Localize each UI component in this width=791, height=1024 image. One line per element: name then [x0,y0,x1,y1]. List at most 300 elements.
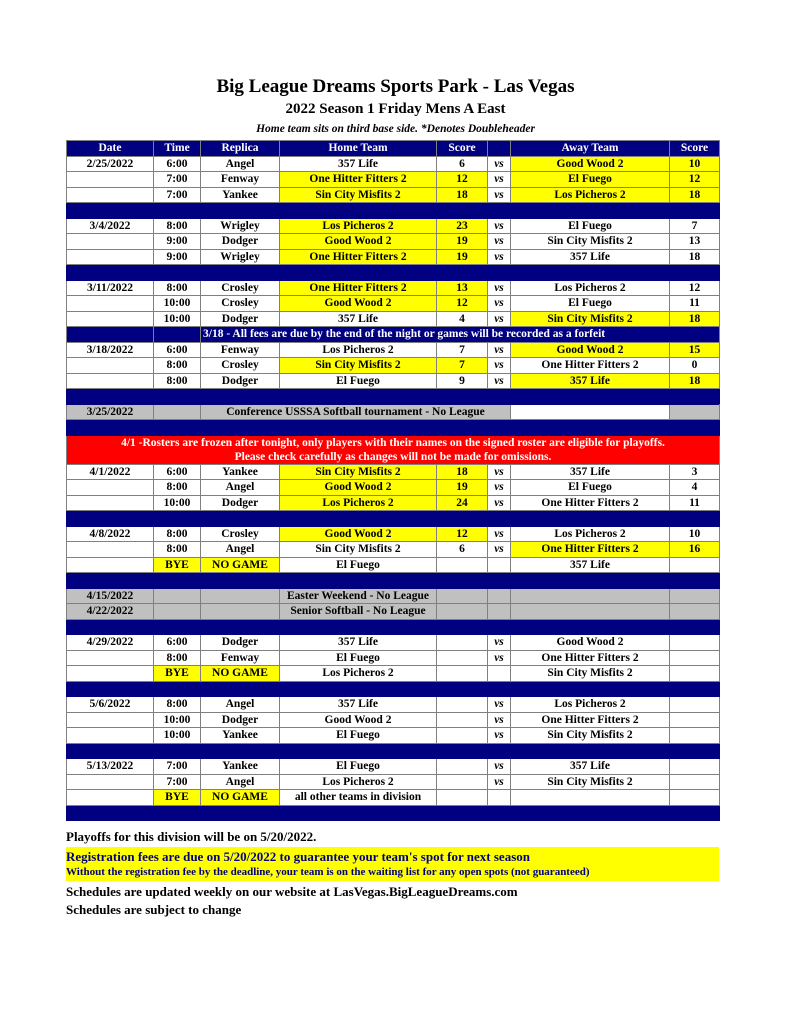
roster-alert-cell [67,435,720,464]
away-team-cell: Sin City Misfits 2 [511,728,670,744]
week-separator [67,511,720,527]
away-score-cell [670,650,720,666]
game-row [67,542,720,558]
home-team-cell: Los Picheros 2 [280,342,437,358]
away-score-cell: 11 [670,296,720,312]
empty-cell [511,604,670,620]
vs-cell: vs [488,156,511,172]
field-cell: Dodger [201,712,280,728]
home-team-cell: Good Wood 2 [280,480,437,496]
roster-alert-row [67,435,720,464]
game-row [67,249,720,265]
website-note: Schedules are updated weekly on our website at LasVegas.BigLeagueDreams.com [66,884,518,899]
time-cell: 6:00 [154,156,201,172]
home-score-cell: 9 [437,373,488,389]
vs-cell: vs [488,249,511,265]
away-score-cell: 18 [670,249,720,265]
home-score-cell: 7 [437,358,488,374]
game-row [67,650,720,666]
home-team-note: Home team sits on third base side. *Denotes Doubleheader [256,123,535,135]
bye-row [67,557,720,573]
empty-cell [670,604,720,620]
separator-cell [67,573,720,589]
week-separator [67,573,720,589]
game-row [67,712,720,728]
away-team-cell: 357 Life [511,373,670,389]
home-team-cell: 357 Life [280,311,437,327]
no-league-row [67,604,720,620]
no-league-text: Conference USSSA Softball tournament - No League [201,404,511,420]
field-cell: Dodger [201,635,280,651]
separator-cell [67,203,720,219]
game-row [67,373,720,389]
roster-alert-line2: Please check carefully as changes will not be made for omissions. [234,450,552,463]
away-score-cell: 15 [670,342,720,358]
separator-cell [67,420,720,436]
home-score-cell: 19 [437,234,488,250]
away-team-cell: El Fuego [511,480,670,496]
field-cell: Wrigley [201,218,280,234]
game-row [67,172,720,188]
empty-cell [670,790,720,806]
vs-cell: vs [488,712,511,728]
vs-cell: vs [488,234,511,250]
home-team-cell: Los Picheros 2 [280,218,437,234]
away-score-cell: 18 [670,373,720,389]
game-row [67,526,720,542]
separator-cell [67,743,720,759]
registration-note: Registration fees are due on 5/20/2022 to guarantee your team's spot for next season [66,849,530,864]
time-cell: 8:00 [154,526,201,542]
time-cell: 10:00 [154,728,201,744]
home-team-cell: Good Wood 2 [280,712,437,728]
date-cell [67,650,154,666]
subject-to-change-note: Schedules are subject to change [66,902,242,917]
time-cell: 8:00 [154,358,201,374]
field-cell: Yankee [201,464,280,480]
col-home-score: Score [437,141,488,157]
away-score-cell [670,759,720,775]
time-cell: 8:00 [154,280,201,296]
date-cell [67,480,154,496]
week-separator [67,420,720,436]
home-team-cell: El Fuego [280,728,437,744]
bye-team: El Fuego [280,557,437,573]
week-separator [67,743,720,759]
time-cell: 6:00 [154,342,201,358]
no-league-row [67,588,720,604]
empty-cell [154,588,201,604]
bye-label: BYE [154,666,201,682]
field-cell: Dodger [201,495,280,511]
home-score-cell: 18 [437,464,488,480]
field-cell: Dodger [201,373,280,389]
home-score-cell: 12 [437,172,488,188]
home-score-cell [437,774,488,790]
vs-cell: vs [488,218,511,234]
vs-cell: vs [488,342,511,358]
home-team-cell: One Hitter Fitters 2 [280,249,437,265]
col-home-team: Home Team [280,141,437,157]
game-row [67,495,720,511]
bye-team: Sin City Misfits 2 [511,666,670,682]
away-team-cell: Good Wood 2 [511,342,670,358]
empty-cell [670,404,720,420]
col-away-score: Score [670,141,720,157]
empty-cell [488,666,511,682]
away-score-cell: 7 [670,218,720,234]
bye-team: 357 Life [511,557,670,573]
separator-cell [67,619,720,635]
week-separator [67,805,720,821]
col-date: Date [67,141,154,157]
empty-cell [670,557,720,573]
no-game-label: NO GAME [201,666,280,682]
away-score-cell: 4 [670,480,720,496]
field-cell: Fenway [201,650,280,666]
away-team-cell: 357 Life [511,249,670,265]
home-team-cell: 357 Life [280,635,437,651]
date-cell: 4/29/2022 [67,635,154,651]
bye-row [67,666,720,682]
roster-alert-line1: 4/1 -Rosters are frozen after tonight, only players with their names on the signed roster are eligible for playoffs. [121,436,665,449]
field-cell: Dodger [201,311,280,327]
no-league-text: Senior Softball - No League [280,604,437,620]
game-row [67,342,720,358]
home-team-cell: Good Wood 2 [280,526,437,542]
away-team-cell: Los Picheros 2 [511,697,670,713]
game-row [67,296,720,312]
away-team-cell: One Hitter Fitters 2 [511,650,670,666]
away-team-cell: Good Wood 2 [511,635,670,651]
time-cell: 7:00 [154,172,201,188]
empty-cell [67,327,154,343]
home-team-cell: El Fuego [280,759,437,775]
away-team-cell: Los Picheros 2 [511,526,670,542]
away-team-cell: Los Picheros 2 [511,187,670,203]
away-team-cell: El Fuego [511,172,670,188]
vs-cell: vs [488,635,511,651]
game-row [67,464,720,480]
empty-cell [488,588,511,604]
date-cell [67,790,154,806]
vs-cell: vs [488,542,511,558]
away-team-cell: One Hitter Fitters 2 [511,358,670,374]
away-team-cell: Los Picheros 2 [511,280,670,296]
away-score-cell: 10 [670,156,720,172]
date-cell [67,358,154,374]
vs-cell: vs [488,526,511,542]
time-cell: 6:00 [154,464,201,480]
empty-cell [154,404,201,420]
vs-cell: vs [488,296,511,312]
bye-label: BYE [154,557,201,573]
vs-cell: vs [488,187,511,203]
empty-cell [437,588,488,604]
time-cell: 10:00 [154,296,201,312]
game-row [67,311,720,327]
home-team-cell: El Fuego [280,373,437,389]
time-cell: 7:00 [154,759,201,775]
game-row [67,280,720,296]
empty-cell [488,604,511,620]
game-row [67,358,720,374]
home-team-cell: Los Picheros 2 [280,774,437,790]
date-cell: 4/15/2022 [67,588,154,604]
empty-cell [670,588,720,604]
home-team-cell: Sin City Misfits 2 [280,187,437,203]
date-cell [67,249,154,265]
home-score-cell [437,759,488,775]
away-score-cell: 3 [670,464,720,480]
vs-cell: vs [488,172,511,188]
field-cell: Fenway [201,342,280,358]
field-cell: Yankee [201,759,280,775]
home-score-cell [437,712,488,728]
home-score-cell: 4 [437,311,488,327]
time-cell: 8:00 [154,650,201,666]
date-cell: 4/1/2022 [67,464,154,480]
time-cell: 7:00 [154,774,201,790]
fee-notice-row [67,327,720,343]
away-score-cell: 16 [670,542,720,558]
empty-cell [437,604,488,620]
away-team-cell: 357 Life [511,759,670,775]
away-score-cell: 10 [670,526,720,542]
date-cell: 3/11/2022 [67,280,154,296]
time-cell: 8:00 [154,542,201,558]
empty-cell [488,557,511,573]
time-cell: 10:00 [154,311,201,327]
col-vs [488,141,511,157]
home-score-cell: 18 [437,187,488,203]
field-cell: Angel [201,774,280,790]
empty-cell [154,604,201,620]
waiting-list-note: Without the registration fee by the deadline, your team is on the waiting list for any open spots (not guaranteed) [66,866,590,878]
field-cell: Angel [201,542,280,558]
field-cell: Crosley [201,280,280,296]
away-score-cell [670,774,720,790]
empty-cell [670,666,720,682]
field-cell: Crosley [201,358,280,374]
away-score-cell [670,697,720,713]
home-score-cell: 7 [437,342,488,358]
away-team-cell: Good Wood 2 [511,156,670,172]
game-row [67,156,720,172]
week-separator [67,681,720,697]
away-team-cell: Sin City Misfits 2 [511,234,670,250]
date-cell [67,557,154,573]
vs-cell: vs [488,358,511,374]
vs-cell: vs [488,464,511,480]
date-cell: 4/8/2022 [67,526,154,542]
date-cell [67,311,154,327]
time-cell: 9:00 [154,249,201,265]
field-cell: Dodger [201,234,280,250]
field-cell: Crosley [201,526,280,542]
date-cell [67,296,154,312]
away-team-cell: 357 Life [511,464,670,480]
home-score-cell: 6 [437,156,488,172]
game-row [67,697,720,713]
home-team-cell: One Hitter Fitters 2 [280,280,437,296]
home-team-cell: El Fuego [280,650,437,666]
away-score-cell: 18 [670,187,720,203]
document-subtitle: 2022 Season 1 Friday Mens A East [285,101,506,117]
home-team-cell: Los Picheros 2 [280,495,437,511]
vs-cell: vs [488,774,511,790]
empty-cell [437,666,488,682]
vs-cell: vs [488,373,511,389]
vs-cell: vs [488,728,511,744]
vs-cell: vs [488,759,511,775]
empty-cell [511,404,670,420]
away-score-cell [670,635,720,651]
week-separator [67,265,720,281]
schedule-body [67,156,720,821]
date-cell [67,172,154,188]
vs-cell: vs [488,480,511,496]
field-cell: Yankee [201,728,280,744]
date-cell [67,373,154,389]
field-cell: Angel [201,156,280,172]
date-cell [67,187,154,203]
bye-team [511,790,670,806]
game-row [67,635,720,651]
away-team-cell: El Fuego [511,218,670,234]
away-team-cell: El Fuego [511,296,670,312]
playoffs-note: Playoffs for this division will be on 5/20/2022. [66,829,317,844]
date-cell: 2/25/2022 [67,156,154,172]
empty-cell [154,327,201,343]
away-score-cell [670,728,720,744]
fee-notice-text: 3/18 - All fees are due by the end of the night or games will be recorded as a forfeit [201,327,720,343]
away-score-cell: 13 [670,234,720,250]
no-game-label: NO GAME [201,790,280,806]
bye-team: Los Picheros 2 [280,666,437,682]
away-team-cell: One Hitter Fitters 2 [511,495,670,511]
col-replica: Replica [201,141,280,157]
document-title: Big League Dreams Sports Park - Las Vegas [216,76,575,97]
date-cell [67,728,154,744]
empty-cell [488,790,511,806]
time-cell: 7:00 [154,187,201,203]
home-score-cell: 24 [437,495,488,511]
home-team-cell: 357 Life [280,697,437,713]
bye-row [67,790,720,806]
vs-cell: vs [488,650,511,666]
date-cell: 3/25/2022 [67,404,154,420]
field-cell: Yankee [201,187,280,203]
no-league-row [67,404,720,420]
home-score-cell: 23 [437,218,488,234]
field-cell: Wrigley [201,249,280,265]
empty-cell [201,588,280,604]
field-cell: Fenway [201,172,280,188]
home-team-cell: Good Wood 2 [280,296,437,312]
date-cell: 3/4/2022 [67,218,154,234]
vs-cell: vs [488,280,511,296]
game-row [67,234,720,250]
week-separator [67,619,720,635]
time-cell: 10:00 [154,495,201,511]
time-cell: 9:00 [154,234,201,250]
home-team-cell: Sin City Misfits 2 [280,464,437,480]
vs-cell: vs [488,311,511,327]
empty-cell [437,790,488,806]
empty-cell [201,604,280,620]
date-cell [67,234,154,250]
date-cell [67,542,154,558]
empty-cell [437,557,488,573]
header-row [67,141,720,157]
col-away-team: Away Team [511,141,670,157]
week-separator [67,389,720,405]
date-cell: 3/18/2022 [67,342,154,358]
time-cell: 10:00 [154,712,201,728]
vs-cell: vs [488,495,511,511]
date-cell: 5/6/2022 [67,697,154,713]
game-row [67,218,720,234]
away-team-cell: One Hitter Fitters 2 [511,542,670,558]
away-score-cell: 12 [670,172,720,188]
home-score-cell: 12 [437,526,488,542]
away-team-cell: One Hitter Fitters 2 [511,712,670,728]
away-score-cell: 0 [670,358,720,374]
date-cell [67,712,154,728]
date-cell: 4/22/2022 [67,604,154,620]
home-score-cell [437,697,488,713]
home-score-cell [437,635,488,651]
vs-cell: vs [488,697,511,713]
time-cell: 8:00 [154,373,201,389]
time-cell: 8:00 [154,697,201,713]
field-cell: Crosley [201,296,280,312]
away-score-cell: 11 [670,495,720,511]
game-row [67,759,720,775]
time-cell: 6:00 [154,635,201,651]
home-score-cell: 19 [437,480,488,496]
away-team-cell: Sin City Misfits 2 [511,774,670,790]
away-score-cell: 18 [670,311,720,327]
bye-team: all other teams in division [280,790,437,806]
separator-cell [67,805,720,821]
home-team-cell: Good Wood 2 [280,234,437,250]
home-team-cell: One Hitter Fitters 2 [280,172,437,188]
home-score-cell: 6 [437,542,488,558]
date-cell: 5/13/2022 [67,759,154,775]
field-cell: Angel [201,480,280,496]
home-score-cell: 12 [437,296,488,312]
separator-cell [67,511,720,527]
home-score-cell [437,650,488,666]
game-row [67,728,720,744]
separator-cell [67,389,720,405]
schedule-table [66,140,720,821]
home-score-cell [437,728,488,744]
time-cell: 8:00 [154,480,201,496]
separator-cell [67,265,720,281]
week-separator [67,203,720,219]
field-cell: Angel [201,697,280,713]
game-row [67,187,720,203]
home-team-cell: Sin City Misfits 2 [280,542,437,558]
away-score-cell [670,712,720,728]
bye-label: BYE [154,790,201,806]
home-score-cell: 13 [437,280,488,296]
home-team-cell: 357 Life [280,156,437,172]
date-cell [67,495,154,511]
